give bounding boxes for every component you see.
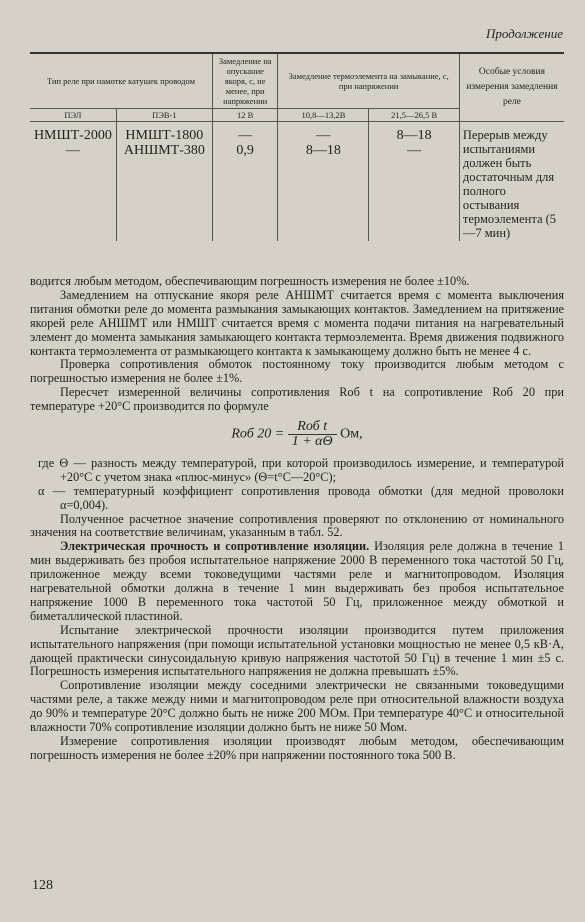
cell-thermo-low bbox=[278, 122, 369, 242]
cell-pel bbox=[30, 122, 116, 242]
cell-line: НМШТ-1800 bbox=[125, 128, 204, 143]
paragraph: Измерение сопротивления изоляции производят любым методом, обеспечивающим погрешность измерения не более ±20% при напряжении постоянного тока 500 В. bbox=[30, 734, 564, 762]
cell-special: Перерыв между испытаниями должен быть достаточным для полного остывания термоэлемента (5—7 мин) bbox=[459, 122, 564, 242]
cell-line: 8—18 bbox=[305, 143, 341, 158]
cell-line: 8—18 bbox=[396, 128, 432, 143]
continuation-label: Продолжение bbox=[485, 26, 563, 41]
formula-lhs: Rоб 20 = bbox=[231, 426, 285, 442]
paragraph: Сопротивление изоляции между соседними электрически не связанными токоведущими частями реле, а также между ними и магнитопроводом реле при относительной влажности воздуха до 90% и температуре 20°С должно быть не ниже 200 МОм. При температуре 40°С и относительной влажности 70% сопротивление изоляции должно быть не ниже 50 Мом. bbox=[30, 678, 564, 735]
table-row bbox=[30, 122, 564, 242]
section-heading: Электрическая прочность и сопротивление изоляции. bbox=[60, 539, 370, 554]
cell-release bbox=[212, 122, 277, 242]
cell-line: — bbox=[316, 128, 331, 143]
paragraph-text: Изоляция реле должна в течение 1 мин выдерживать без пробоя испытательное напряжение 2000 В переменного тока частотой 50 Гц, приложенное между всеми токоведущими частями реле и магнитопроводом. Изоляция нагревательной обмотки должна в течение 1 мин выдерживать без пробоя испытательное напряжение 1000 В переменного тока частотой 50 Гц, приложенное между обмоткой и биметаллической пластиной. bbox=[30, 539, 564, 623]
paragraph: Испытание электрической прочности изоляции производится путем приложения испытательного напряжения (при помощи испытательной установки мощностью не менее 0,5 кВ·А, дающей практически синусоидальную кривую напряжения частотой 50 Гц) в течение 1 мин ±5 с. Погрешность измерения испытательного напряжения не должна превышать ±5%. bbox=[30, 622, 564, 679]
body-text bbox=[30, 275, 564, 763]
definition: α — температурный коэффициент сопротивления провода обмотки (для медной проволоки α=0,004). bbox=[38, 483, 564, 512]
cell-line: 0,9 bbox=[236, 143, 254, 158]
paragraph: Проверка сопротивления обмоток постоянному току производится любым методом с погрешностью измерения не более ±1%. bbox=[30, 357, 564, 386]
paragraph bbox=[30, 540, 564, 623]
cell-pev bbox=[116, 122, 212, 242]
cell-line: НМШТ-2000 bbox=[33, 128, 112, 143]
cell-line: — bbox=[238, 128, 253, 143]
cell-line: — bbox=[65, 143, 80, 158]
subheader-pel: ПЭЛ bbox=[30, 109, 116, 122]
subheader-12v: 12 В bbox=[212, 109, 277, 122]
paragraph: Замедлением на отпускание якоря реле АНШМТ считается время с момента выключения питания обмотки реле до момента размыкания замыкающих контактов. Замедлением на притяжение якорей реле АНШМТ или НМШТ считается время с момента подачи питания на нагревательный элемент до момента замыкания замыкающего контакта термоэлемента. Время движения подвижного контакта термоэлемента от размыкающего контакта к замыкающему должно быть не менее 4 с. bbox=[30, 287, 564, 358]
subheader-range-low: 10,8—13,2В bbox=[278, 109, 369, 122]
subheader-pev1: ПЭВ-1 bbox=[116, 109, 212, 122]
cell-thermo-high bbox=[369, 122, 459, 242]
subheader-range-high: 21,5—26,5 В bbox=[369, 109, 459, 122]
relay-table bbox=[30, 52, 564, 241]
cell-line: АНШМТ-380 bbox=[123, 143, 205, 158]
paragraph: Полученное расчетное значение сопротивления проверяют по отклонению от номинального значения на соответствие величинам, указанным в табл. 52. bbox=[30, 511, 564, 540]
formula-denominator: 1 + αΘ bbox=[291, 433, 333, 449]
cell-line: — bbox=[407, 143, 422, 158]
header-special-conditions: Особые условия измерения замедления реле bbox=[459, 53, 564, 122]
paragraph: Пересчет измеренной величины сопротивления Rоб t на сопротивление Rоб 20 при температуре +20°С производится по формуле bbox=[30, 385, 564, 414]
formula-fraction bbox=[288, 420, 337, 449]
formula-unit: Ом, bbox=[340, 426, 363, 442]
header-release-delay: Замедление на опускание якоря, с, не менее, при напряжении bbox=[212, 53, 277, 109]
header-thermo-delay: Замедление термоэлемента на замыкание, с, при напряжении bbox=[278, 53, 459, 109]
paragraph: водится любым методом, обеспечивающим погрешность измерения не более ±10%. bbox=[30, 274, 470, 288]
formula-numerator: Rоб t bbox=[288, 420, 337, 435]
formula bbox=[30, 420, 564, 449]
page-number: 128 bbox=[32, 878, 53, 893]
header-relay-type: Тип реле при намотке катушек проводом bbox=[30, 53, 212, 109]
definition: где Θ — разность между температурой, при которой производилось измерение, и температурой +20°С с учетом знака «плюс-минус» (Θ=t°С—20°С); bbox=[38, 455, 564, 484]
